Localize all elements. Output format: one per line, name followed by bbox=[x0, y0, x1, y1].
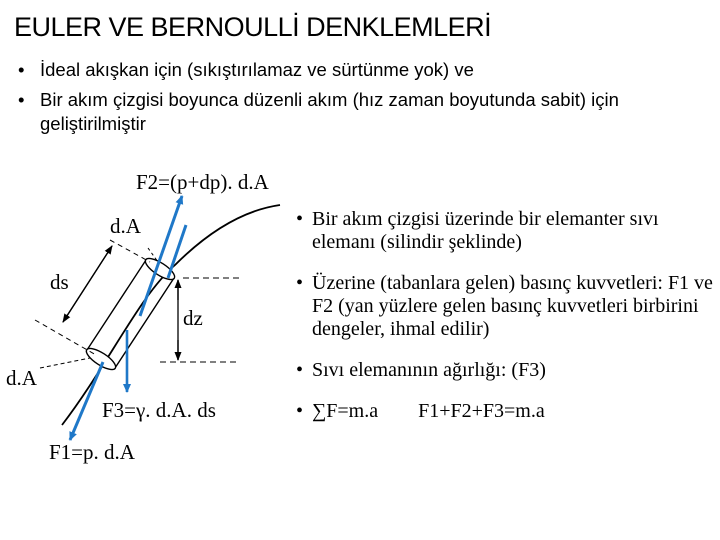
explanation-bullet-text: Sıvı elemanının ağırlığı: (F3) bbox=[312, 359, 546, 381]
sum-force-equation: ∑F=m.a bbox=[312, 400, 379, 422]
ds-label: ds bbox=[50, 270, 69, 294]
f1-arrow-lower bbox=[70, 362, 103, 440]
f1-arrow bbox=[168, 225, 186, 278]
explanation-bullet bbox=[296, 359, 716, 382]
bullet-icon: • bbox=[18, 59, 25, 80]
ds-extension-top bbox=[110, 240, 150, 262]
equation-bullet bbox=[296, 400, 716, 423]
bullet-icon: • bbox=[296, 272, 304, 294]
page-title: EULER VE BERNOULLİ DENKLEMLERİ bbox=[14, 12, 492, 42]
da-top-label: d.A bbox=[110, 214, 141, 238]
ds-extension-bottom bbox=[35, 320, 96, 355]
bullet-icon: • bbox=[296, 208, 304, 230]
explanation-bullet bbox=[296, 208, 716, 254]
explanation-bullet-list bbox=[296, 208, 716, 441]
da-bottom-leader bbox=[40, 358, 90, 368]
intro-bullet-text: Bir akım çizgisi boyunca düzenli akım (hız zaman boyutunda sabit) için geliştirilmiştir bbox=[40, 89, 619, 134]
bullet-icon: • bbox=[296, 359, 304, 381]
explanation-bullet-text: Bir akım çizgisi üzerinde bir elemanter sıvı elemanı (silindir şeklinde) bbox=[312, 208, 659, 253]
f2-label: F2=(p+dp). d.A bbox=[136, 170, 269, 194]
da-left-label: d.A bbox=[6, 366, 37, 390]
explanation-bullet bbox=[296, 272, 716, 341]
ds-dimension-arrow-back bbox=[63, 246, 112, 322]
bullet-icon: • bbox=[18, 89, 25, 110]
equation-line bbox=[312, 400, 545, 423]
intro-bullet-text: İdeal akışkan için (sıkıştırılamaz ve sürtünme yok) ve bbox=[40, 59, 474, 80]
f1-label: F1=p. d.A bbox=[49, 440, 135, 464]
force-balance-equation: F1+F2+F3=m.a bbox=[418, 400, 545, 422]
dz-label: dz bbox=[183, 306, 203, 330]
f3-label: F3=γ. d.A. ds bbox=[102, 398, 216, 422]
bullet-icon: • bbox=[296, 400, 304, 422]
streamline-curve bbox=[62, 205, 280, 425]
explanation-bullet-text: Üzerine (tabanlara gelen) basınç kuvvetleri: F1 ve F2 (yan yüzlere gelen basınç kuvvetleri birbirini dengeler, ihmal edilir) bbox=[312, 272, 713, 340]
